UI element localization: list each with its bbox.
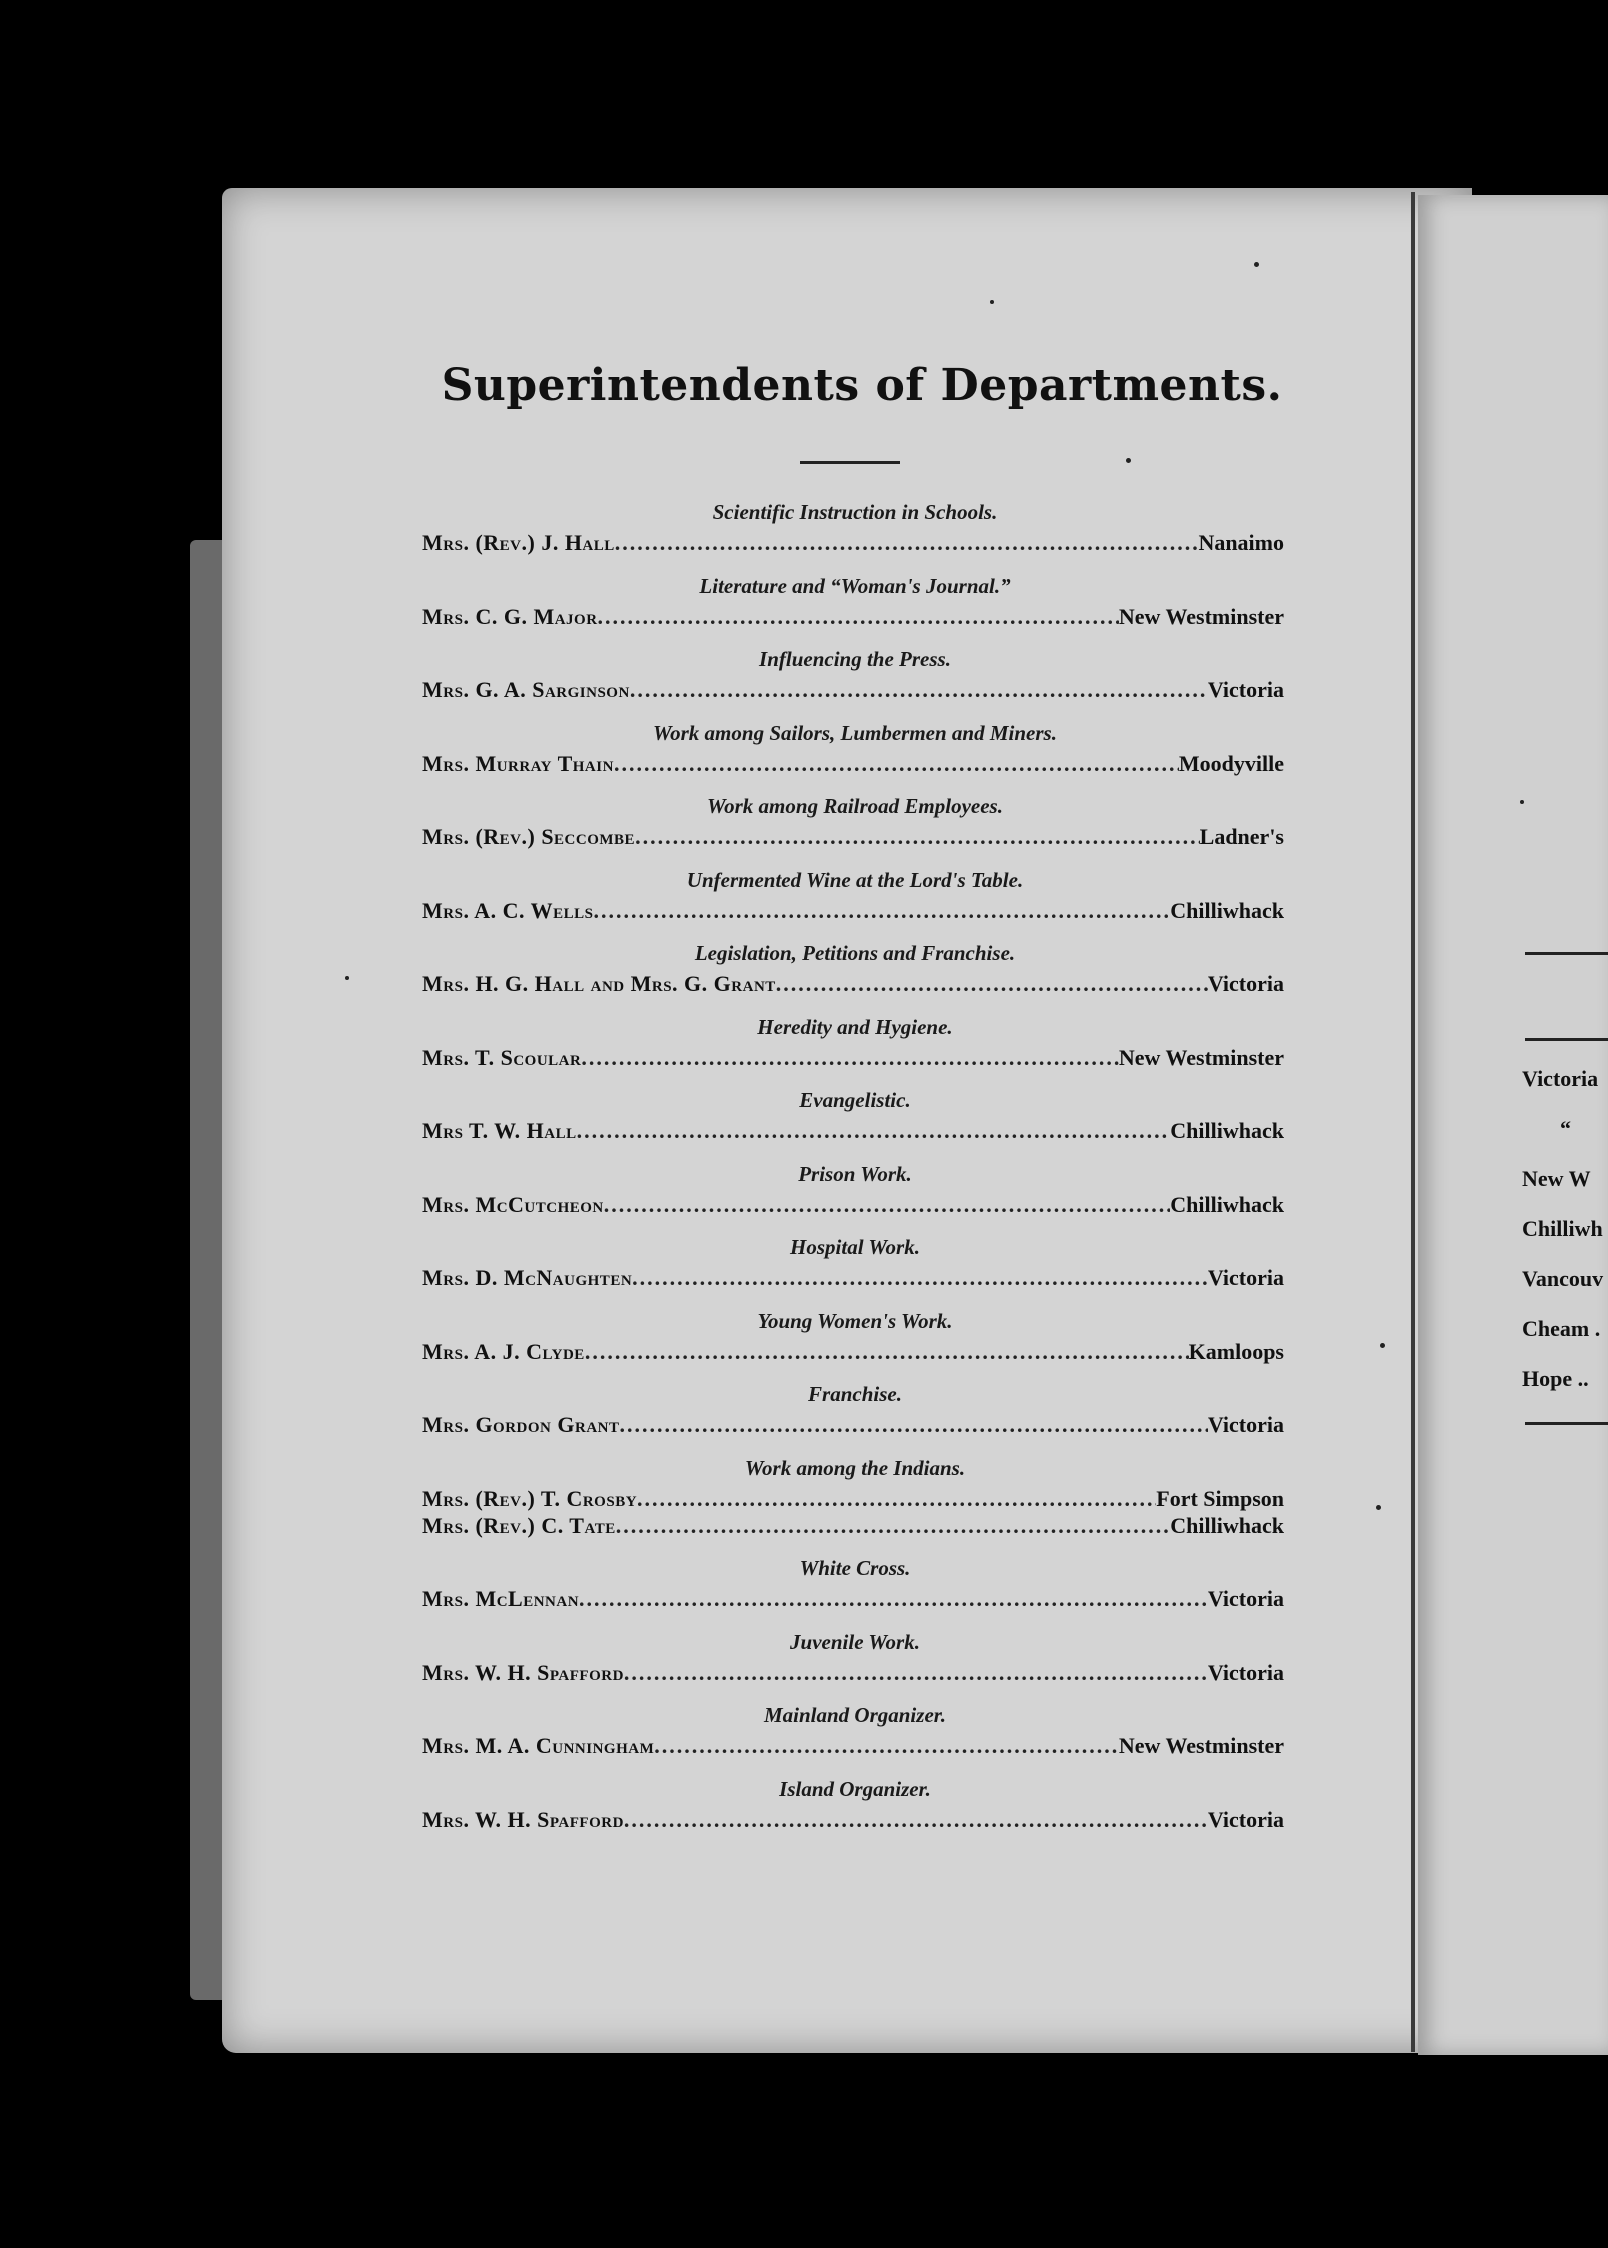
superintendent-place: Victoria: [1207, 1806, 1284, 1832]
superintendent-place: Fort Simpson: [1156, 1485, 1284, 1511]
department-heading: Evangelistic.: [799, 1088, 911, 1112]
department-heading: Scientific Instruction in Schools.: [712, 500, 998, 524]
dot-leader: [577, 1118, 1171, 1144]
superintendent-entry: [422, 530, 1284, 556]
superintendent-entry: [422, 1412, 1284, 1438]
superintendent-place: New Westminster: [1118, 1044, 1284, 1070]
ink-speck: [1380, 1343, 1385, 1348]
superintendent-name: Mrs. M. A. Cunningham: [422, 1733, 655, 1758]
right-page-item: Chilliwh: [1522, 1216, 1603, 1241]
dot-leader: [593, 898, 1170, 924]
superintendent-entry: [422, 1660, 1284, 1686]
superintendent-name: Mrs. C. G. Major: [422, 603, 598, 629]
superintendent-name: Mrs T. W. Hall: [422, 1118, 577, 1143]
dot-leader: [637, 1486, 1156, 1512]
superintendent-name: Mrs. G. A. Sarginson: [422, 677, 630, 702]
superintendent-entry: [422, 898, 1284, 924]
department-heading: Heredity and Hygiene.: [757, 1014, 953, 1039]
superintendent-place: Victoria: [1207, 1659, 1284, 1685]
superintendent-entry: [422, 1486, 1284, 1512]
department-heading: Young Women's Work.: [757, 1308, 953, 1333]
superintendent-place: New Westminster: [1118, 1733, 1284, 1758]
dot-leader: [630, 677, 1208, 703]
department-heading: Unfermented Wine at the Lord's Table.: [686, 867, 1024, 892]
ink-speck: [1254, 262, 1259, 267]
superintendent-name: Mrs. W. H. Spafford: [422, 1806, 624, 1832]
right-page-item: Cheam .: [1522, 1316, 1601, 1341]
superintendent-entry: [422, 1118, 1284, 1144]
page-edge: [190, 540, 226, 2000]
right-page-item: New W: [1522, 1166, 1591, 1191]
superintendent-place: Victoria: [1207, 1586, 1284, 1611]
dot-leader: [614, 751, 1179, 777]
superintendent-entry: [422, 677, 1284, 703]
superintendent-entry: [422, 1192, 1284, 1218]
superintendent-place: Nanaimo: [1198, 530, 1284, 555]
superintendent-name: Mrs. McCutcheon: [422, 1191, 604, 1217]
ink-speck: [1126, 458, 1131, 463]
superintendent-name: Mrs. (Rev.) T. Crosby: [422, 1485, 638, 1511]
superintendent-entry: [422, 1265, 1284, 1291]
superintendent-name: Mrs. (Rev.) Seccombe: [422, 824, 636, 849]
superintendent-name: Mrs. D. McNaughten: [422, 1265, 633, 1290]
dot-leader: [604, 1192, 1171, 1218]
page-title: Superintendents of Departments.: [441, 360, 1283, 411]
superintendent-entry: [422, 751, 1284, 777]
right-page-rule-bottom: [1525, 1422, 1608, 1425]
superintendent-name: Mrs. A. J. Clyde: [422, 1338, 585, 1364]
dot-leader: [616, 1513, 1171, 1539]
department-heading: Juvenile Work.: [790, 1629, 920, 1654]
ink-speck: [1520, 800, 1524, 804]
gutter-line: [1411, 192, 1415, 2052]
dot-leader: [585, 1339, 1189, 1365]
department-heading: White Cross.: [799, 1556, 911, 1580]
dot-leader: [581, 1045, 1119, 1071]
superintendent-entry: [422, 1733, 1284, 1759]
right-page-rule-mid: [1525, 1038, 1608, 1041]
superintendent-name: Mrs. (Rev.) C. Tate: [422, 1512, 616, 1538]
superintendent-place: Kamloops: [1188, 1338, 1284, 1364]
superintendent-place: New Westminster: [1118, 603, 1284, 629]
department-heading: Work among Sailors, Lumbermen and Miners.: [653, 720, 1057, 745]
department-heading: Island Organizer.: [779, 1776, 931, 1801]
superintendent-name: Mrs. (Rev.) J. Hall: [422, 530, 615, 555]
ink-speck: [345, 976, 349, 980]
right-page-item: Victoria: [1522, 1066, 1599, 1091]
right-page-rule-top: [1525, 952, 1608, 955]
dot-leader: [776, 971, 1208, 997]
ink-speck: [1376, 1505, 1381, 1510]
superintendent-entry: [422, 1339, 1284, 1365]
dot-leader: [632, 1265, 1208, 1291]
department-heading: Legislation, Petitions and Franchise.: [694, 941, 1016, 965]
superintendent-entry: [422, 1586, 1284, 1612]
superintendent-place: Victoria: [1207, 1265, 1284, 1290]
superintendent-place: Chilliwhack: [1170, 1512, 1284, 1538]
dot-leader: [624, 1807, 1208, 1833]
superintendent-name: Mrs. A. C. Wells: [422, 897, 594, 923]
superintendent-place: Chilliwhack: [1170, 897, 1284, 923]
department-heading: Prison Work.: [798, 1161, 912, 1186]
department-heading: Literature and “Woman's Journal.”: [699, 573, 1011, 598]
superintendent-entry: [422, 1045, 1284, 1071]
dot-leader: [624, 1660, 1208, 1686]
superintendent-place: Chilliwhack: [1170, 1118, 1284, 1143]
department-heading: Work among Railroad Employees.: [707, 794, 1003, 818]
right-page-item: “: [1560, 1116, 1571, 1141]
superintendent-name: Mrs. T. Scoular: [422, 1044, 582, 1070]
dot-leader: [635, 824, 1200, 850]
superintendent-place: Victoria: [1207, 971, 1284, 996]
dot-leader: [579, 1586, 1208, 1612]
superintendent-place: Chilliwhack: [1170, 1191, 1284, 1217]
superintendent-name: Mrs. Gordon Grant: [422, 1412, 620, 1437]
ink-speck: [990, 300, 994, 304]
superintendent-entry: [422, 824, 1284, 850]
superintendent-name: Mrs. McLennan: [422, 1586, 580, 1611]
dot-leader: [620, 1412, 1208, 1438]
right-page-item: Vancouv: [1522, 1266, 1604, 1291]
dot-leader: [654, 1733, 1119, 1759]
superintendent-name: Mrs. W. H. Spafford: [422, 1659, 624, 1685]
department-heading: Influencing the Press.: [759, 647, 951, 671]
dot-leader: [615, 530, 1199, 556]
right-page: [1418, 195, 1608, 2055]
department-heading: Hospital Work.: [790, 1235, 920, 1259]
superintendent-name: Mrs. H. G. Hall and Mrs. G. Grant: [422, 971, 776, 996]
superintendent-place: Ladner's: [1199, 824, 1284, 849]
superintendent-entry: [422, 604, 1284, 630]
department-heading: Mainland Organizer.: [763, 1703, 947, 1727]
superintendent-place: Victoria: [1207, 677, 1284, 702]
dot-leader: [598, 604, 1119, 630]
superintendent-entry: [422, 1513, 1284, 1539]
superintendent-name: Mrs. Murray Thain: [422, 750, 614, 776]
superintendent-place: Victoria: [1207, 1412, 1284, 1437]
right-page-item: Hope ..: [1522, 1366, 1589, 1391]
title-rule: [800, 461, 900, 464]
department-heading: Franchise.: [808, 1382, 902, 1406]
department-heading: Work among the Indians.: [744, 1455, 966, 1480]
superintendent-entry: [422, 1807, 1284, 1833]
superintendent-place: Moodyville: [1178, 750, 1284, 776]
superintendent-entry: [422, 971, 1284, 997]
